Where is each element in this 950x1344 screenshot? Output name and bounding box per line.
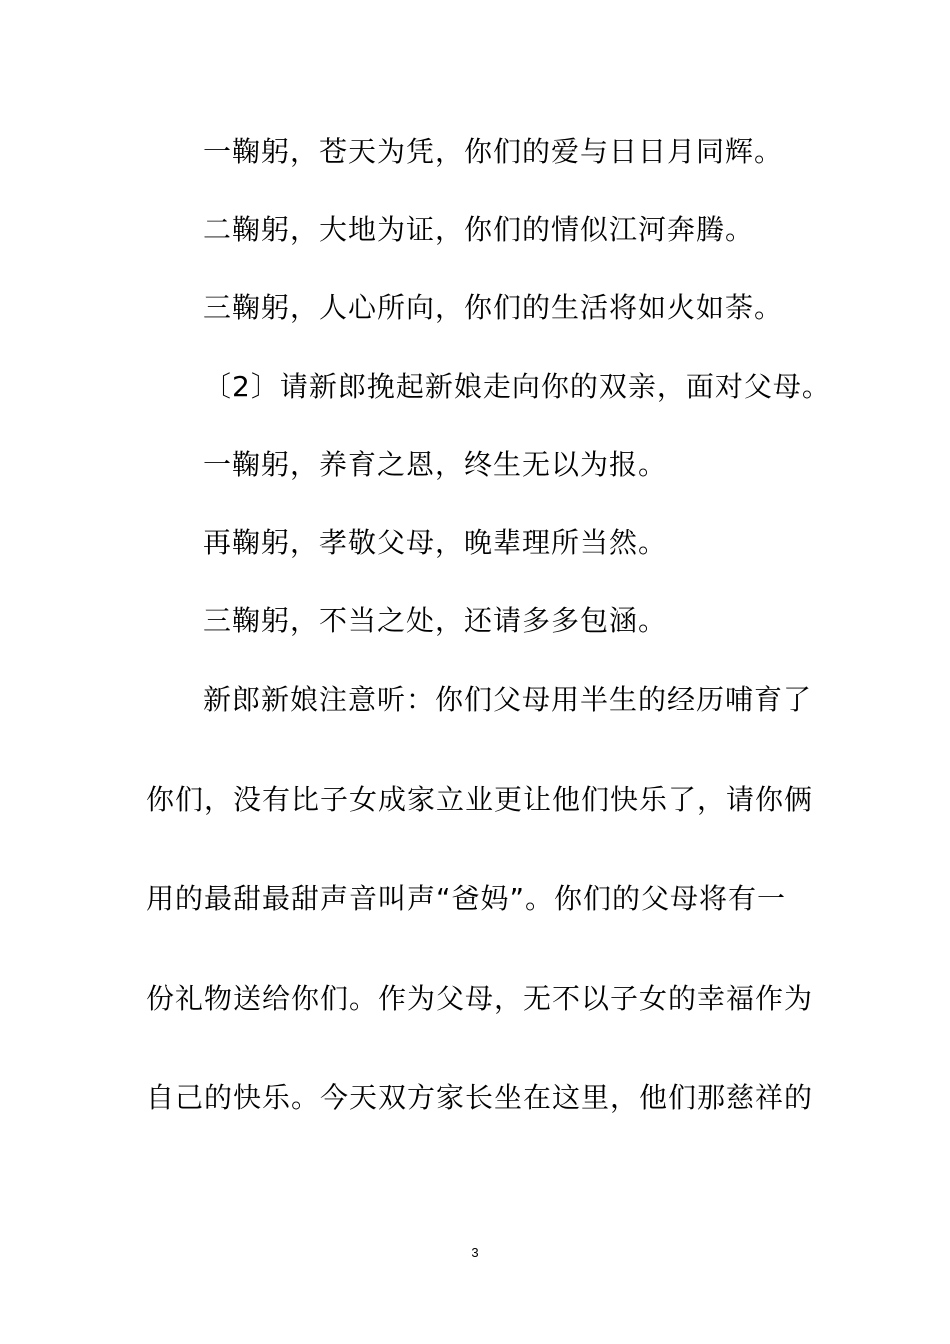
text-line-4: 〔2〕请新郎挽起新娘走向你的双亲，面对父母。	[203, 370, 831, 403]
text-line-2: 二鞠躬，大地为证，你们的情似江河奔腾。	[203, 213, 755, 246]
text-line-7: 三鞠躬，不当之处，还请多多包涵。	[203, 604, 668, 637]
paragraph-line-3: 用的最甜最甜声音叫声“爸妈”。你们的父母将有一	[146, 882, 787, 915]
paragraph-line-4: 份礼物送给你们。作为父母，无不以子女的幸福作为	[146, 982, 814, 1015]
paragraph-line-1: 新郎新娘注意听：你们父母用半生的经历哺育了	[203, 683, 813, 716]
paragraph-line-5: 自己的快乐。今天双方家长坐在这里，他们那慈祥的	[146, 1081, 814, 1114]
page-number: 3	[471, 1245, 479, 1260]
paragraph-line-2: 你们，没有比子女成家立业更让他们快乐了，请你俩	[146, 783, 814, 816]
text-line-6: 再鞠躬，孝敬父母，晚辈理所当然。	[203, 526, 668, 559]
text-line-5: 一鞠躬，养育之恩，终生无以为报。	[203, 448, 668, 481]
text-line-1: 一鞠躬，苍天为凭，你们的爱与日日月同辉。	[203, 135, 784, 168]
text-line-3: 三鞠躬，人心所向，你们的生活将如火如荼。	[203, 291, 784, 324]
